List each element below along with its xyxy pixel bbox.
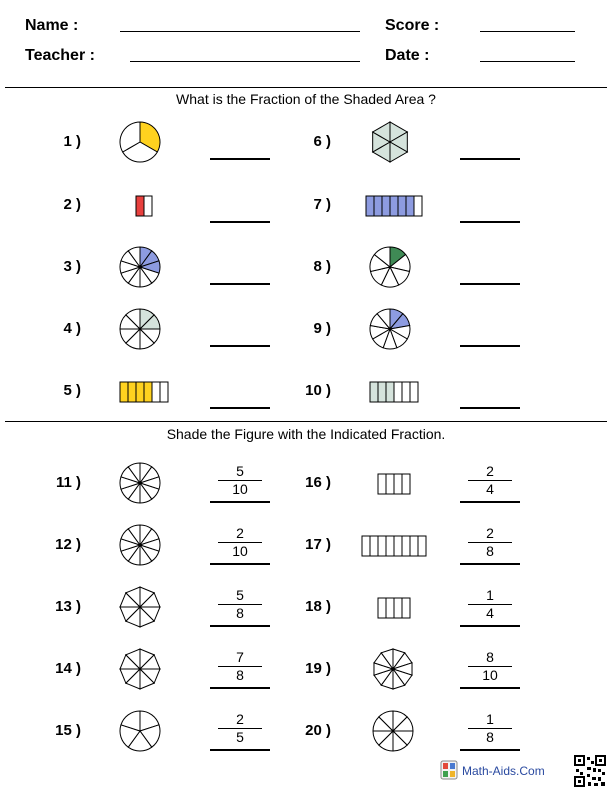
- figure-segment[interactable]: [402, 382, 410, 402]
- question-number: 3 ): [63, 258, 81, 275]
- teacher-label: Teacher :: [25, 47, 95, 64]
- name-label: Name :: [25, 17, 79, 34]
- circle-fraction-figure[interactable]: [118, 523, 162, 567]
- figure-segment[interactable]: [410, 536, 418, 556]
- figure-segment[interactable]: [394, 536, 402, 556]
- figure-segment[interactable]: [152, 382, 160, 402]
- answer-line[interactable]: [460, 749, 520, 751]
- answer-line[interactable]: [460, 283, 520, 285]
- figure-segment[interactable]: [386, 382, 394, 402]
- figure-segment[interactable]: [418, 536, 426, 556]
- circle-fraction-figure[interactable]: [118, 245, 162, 289]
- bar-fraction-figure[interactable]: [119, 381, 169, 403]
- answer-line[interactable]: [460, 687, 520, 689]
- date-label: Date :: [385, 47, 430, 64]
- question-number: 11 ): [55, 474, 81, 491]
- circle-fraction-figure[interactable]: [368, 307, 412, 351]
- footer-logo-text[interactable]: Math-Aids.Com: [462, 764, 545, 778]
- polygon-fraction-figure[interactable]: [118, 647, 162, 691]
- question-number: 15 ): [55, 722, 81, 739]
- fraction-numerator: 1: [486, 587, 494, 603]
- fraction-denominator: 8: [486, 543, 494, 559]
- target-fraction: [210, 711, 270, 745]
- score-field[interactable]: [480, 31, 575, 32]
- figure-segment[interactable]: [406, 196, 414, 216]
- figure-segment[interactable]: [378, 598, 386, 618]
- figure-segment[interactable]: [386, 474, 394, 494]
- target-fraction: [210, 587, 270, 621]
- figure-segment[interactable]: [370, 536, 378, 556]
- name-field[interactable]: [120, 31, 360, 32]
- figure-segment[interactable]: [398, 196, 406, 216]
- question-number: 10 ): [305, 382, 331, 399]
- circle-fraction-figure[interactable]: [118, 120, 162, 164]
- answer-line[interactable]: [210, 749, 270, 751]
- figure-segment[interactable]: [382, 196, 390, 216]
- fraction-denominator: 8: [486, 729, 494, 745]
- circle-fraction-figure[interactable]: [118, 461, 162, 505]
- fraction-numerator: 2: [236, 525, 244, 541]
- figure-segment[interactable]: [128, 382, 136, 402]
- teacher-field[interactable]: [130, 61, 360, 62]
- answer-line[interactable]: [210, 625, 270, 627]
- question-number: 17 ): [305, 536, 331, 553]
- fraction-numerator: 5: [236, 587, 244, 603]
- fraction-numerator: 2: [486, 463, 494, 479]
- answer-line[interactable]: [210, 563, 270, 565]
- target-fraction: [210, 649, 270, 683]
- answer-line[interactable]: [210, 283, 270, 285]
- figure-segment[interactable]: [378, 382, 386, 402]
- target-fraction: [210, 525, 270, 559]
- fraction-denominator: 10: [482, 667, 498, 683]
- figure-segment[interactable]: [394, 598, 402, 618]
- figure-segment[interactable]: [362, 536, 370, 556]
- fraction-numerator: 2: [236, 711, 244, 727]
- qr-code-icon: [574, 755, 606, 787]
- question-number: 5 ): [63, 382, 81, 399]
- figure-segment[interactable]: [370, 382, 378, 402]
- question-number: 16 ): [305, 474, 331, 491]
- figure-segment[interactable]: [386, 598, 394, 618]
- figure-segment[interactable]: [386, 536, 394, 556]
- figure-segment[interactable]: [394, 382, 402, 402]
- date-field[interactable]: [480, 61, 575, 62]
- answer-line[interactable]: [210, 221, 270, 223]
- fraction-denominator: 4: [486, 605, 494, 621]
- figure-segment[interactable]: [120, 382, 128, 402]
- figure-segment[interactable]: [410, 382, 418, 402]
- question-number: 9 ): [313, 320, 331, 337]
- figure-segment[interactable]: [136, 196, 144, 216]
- question-number: 7 ): [313, 196, 331, 213]
- circle-fraction-figure[interactable]: [118, 709, 162, 753]
- fraction-numerator: 2: [486, 525, 494, 541]
- figure-segment[interactable]: [378, 536, 386, 556]
- figure-segment[interactable]: [378, 474, 386, 494]
- target-fraction: [460, 711, 520, 745]
- answer-line[interactable]: [210, 158, 270, 160]
- circle-fraction-figure[interactable]: [371, 709, 415, 753]
- question-number: 13 ): [55, 598, 81, 615]
- fraction-denominator: 8: [236, 667, 244, 683]
- figure-segment[interactable]: [160, 382, 168, 402]
- figure-segment[interactable]: [402, 474, 410, 494]
- circle-fraction-figure[interactable]: [368, 245, 412, 289]
- question-number: 6 ): [313, 133, 331, 150]
- fraction-denominator: 5: [236, 729, 244, 745]
- section1-title: What is the Fraction of the Shaded Area ?: [176, 91, 436, 107]
- question-number: 14 ): [55, 660, 81, 677]
- score-label: Score :: [385, 17, 440, 34]
- question-number: 4 ): [63, 320, 81, 337]
- question-number: 12 ): [55, 536, 81, 553]
- answer-line[interactable]: [460, 563, 520, 565]
- question-number: 8 ): [313, 258, 331, 275]
- fraction-numerator: 1: [486, 711, 494, 727]
- bar-fraction-figure[interactable]: [135, 195, 153, 217]
- figure-segment[interactable]: [136, 382, 144, 402]
- figure-segment[interactable]: [402, 536, 410, 556]
- bar-fraction-figure[interactable]: [365, 195, 423, 217]
- target-fraction: [460, 649, 520, 683]
- question-number: 19 ): [305, 660, 331, 677]
- target-fraction: [460, 525, 520, 559]
- question-number: 18 ): [305, 598, 331, 615]
- bar-fraction-figure[interactable]: [369, 381, 419, 403]
- figure-segment[interactable]: [366, 196, 374, 216]
- fraction-denominator: 10: [232, 481, 248, 497]
- answer-line[interactable]: [460, 501, 520, 503]
- target-fraction: [460, 587, 520, 621]
- figure-segment[interactable]: [144, 196, 152, 216]
- section-divider: [5, 421, 607, 422]
- polygon-fraction-figure[interactable]: [371, 647, 415, 691]
- figure-segment[interactable]: [374, 196, 382, 216]
- polygon-fraction-figure[interactable]: [368, 120, 412, 164]
- target-fraction: [460, 463, 520, 497]
- answer-line[interactable]: [210, 687, 270, 689]
- answer-line[interactable]: [460, 221, 520, 223]
- figure-segment[interactable]: [402, 598, 410, 618]
- answer-line[interactable]: [210, 407, 270, 409]
- fraction-denominator: 10: [232, 543, 248, 559]
- answer-line[interactable]: [460, 345, 520, 347]
- section2-title: Shade the Figure with the Indicated Fraction.: [166, 426, 446, 442]
- question-number: 1 ): [63, 133, 81, 150]
- calculator-icon: [441, 761, 457, 779]
- figure-segment[interactable]: [394, 474, 402, 494]
- fraction-denominator: 8: [236, 605, 244, 621]
- figure-segment[interactable]: [414, 196, 422, 216]
- bar-fraction-figure[interactable]: [361, 535, 427, 557]
- bar-fraction-figure[interactable]: [377, 473, 411, 495]
- target-fraction: [210, 463, 270, 497]
- fraction-numerator: 8: [486, 649, 494, 665]
- fraction-numerator: 7: [236, 649, 244, 665]
- answer-line[interactable]: [460, 407, 520, 409]
- figure-segment[interactable]: [144, 382, 152, 402]
- figure-segment[interactable]: [390, 196, 398, 216]
- section-divider: [5, 87, 607, 88]
- bar-fraction-figure[interactable]: [377, 597, 411, 619]
- fraction-denominator: 4: [486, 481, 494, 497]
- answer-line[interactable]: [460, 158, 520, 160]
- fraction-numerator: 5: [236, 463, 244, 479]
- question-number: 20 ): [305, 722, 331, 739]
- answer-line[interactable]: [210, 501, 270, 503]
- polygon-fraction-figure[interactable]: [118, 585, 162, 629]
- answer-line[interactable]: [460, 625, 520, 627]
- answer-line[interactable]: [210, 345, 270, 347]
- circle-fraction-figure[interactable]: [118, 307, 162, 351]
- question-number: 2 ): [63, 196, 81, 213]
